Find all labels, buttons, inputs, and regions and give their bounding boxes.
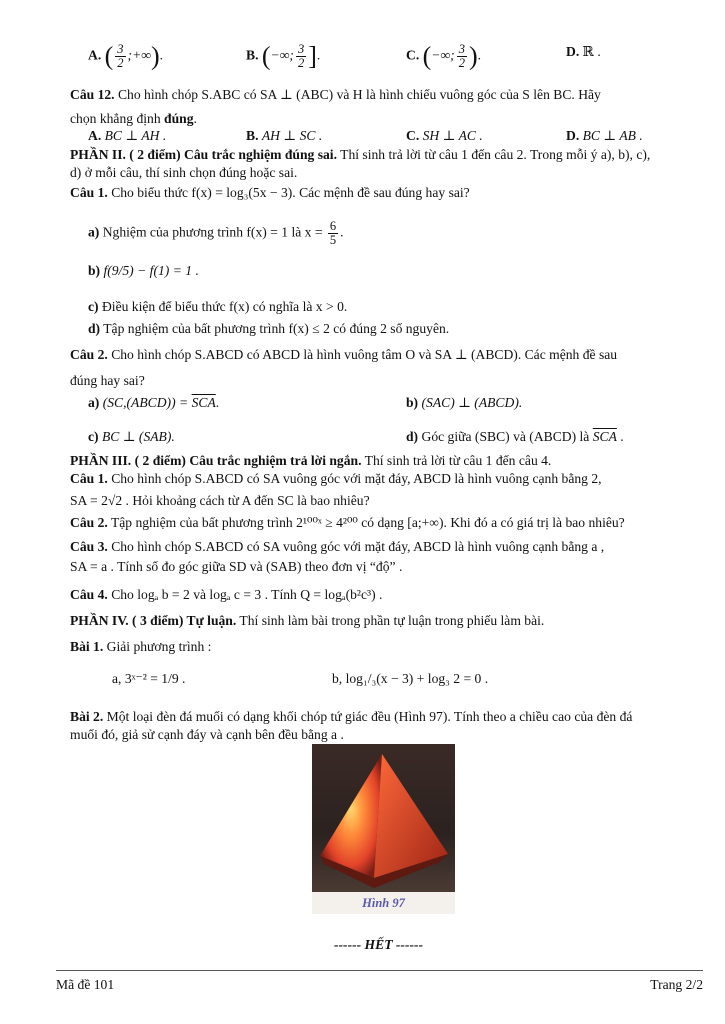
- footer-exam-code: Mã đề 101: [56, 977, 115, 992]
- part2-heading: PHẦN II. ( 2 điểm) Câu trắc nghiệm đúng sai. Thí sinh trả lời từ câu 1 đến câu 2. Trong mỗi ý a), b), c),: [70, 147, 651, 162]
- part2-q1-stem: Câu 1. Cho biểu thức f(x) = log₃(5x − 3). Các mệnh đề sau đúng hay sai?: [70, 185, 470, 200]
- part3-q2-stem: Câu 2. Tập nghiệm của bất phương trình 2¹⁰⁰ˣ ≥ 4²⁰⁰ có dạng [a;+∞). Khi đó a có giá trị là bao nhiêu?: [70, 515, 625, 530]
- part2-q2-stem-2: đúng hay sai?: [70, 373, 145, 388]
- part2-q1-d: d) Tập nghiệm của bất phương trình f(x) ≤ 2 có đúng 2 số nguyên.: [88, 321, 450, 336]
- end-mark: ------ HẾT ------: [334, 937, 424, 952]
- part2-q2-a: a) (SC,(ABCD)) = $\overline{SCA}$.: [88, 395, 220, 410]
- q11-option-d: D. ℝ .: [566, 44, 601, 59]
- q11-option-c: C. (−∞; $\frac{3}{2}$ ).: [406, 41, 482, 71]
- part4-b1-b: b, log₁/₃(x − 3) + log₃ 2 = 0 .: [332, 671, 489, 686]
- part3-q3-stem-2: SA = a . Tính số đo góc giữa SD và (SAB) theo đơn vị “độ” .: [70, 559, 403, 574]
- part4-heading: PHẦN IV. ( 3 điểm) Tự luận. Thí sinh làm bài trong phần tự luận trong phiếu làm bài.: [70, 613, 545, 628]
- footer-divider: [56, 970, 703, 971]
- part2-q2-b: b) (SAC) ⊥ (ABCD).: [406, 395, 523, 410]
- q11-option-a: A. ( $\frac{3}{2}$ ;+∞).: [88, 41, 164, 71]
- salt-lamp-photo: [312, 744, 455, 892]
- q12-stem: Câu 12. Cho hình chóp S.ABC có SA ⊥ (ABC) và H là hình chiếu vuông góc của S lên BC. Hãy: [70, 87, 601, 102]
- figure-caption: Hình 97: [312, 892, 455, 914]
- part4-b2-stem-2: muối đó, giả sử cạnh đáy và cạnh bên đều bằng a .: [70, 727, 344, 742]
- q11-option-b: B. (−∞; $\frac{3}{2}$ ].: [246, 41, 321, 71]
- q12-option-d: D. BC ⊥ AB .: [566, 128, 643, 143]
- part3-q4-stem: Câu 4. Cho logₐ b = 2 và logₐ c = 3 . Tính Q = logₐ(b²c³) .: [70, 587, 383, 602]
- part2-q2-c: c) BC ⊥ (SAB).: [88, 429, 175, 444]
- part2-q2-d: d) Góc giữa (SBC) và (ABCD) là $\overline{SCA}$ .: [406, 429, 624, 444]
- part3-heading: PHẦN III. ( 2 điểm) Câu trắc nghiệm trả lời ngắn. Thí sinh trả lời từ câu 1 đến câu 4.: [70, 453, 552, 468]
- part2-q1-c: c) Điều kiện để biểu thức f(x) có nghĩa là x > 0.: [88, 299, 348, 314]
- part2-heading-2: d) ở mỗi câu, thí sinh chọn đúng hoặc sai.: [70, 165, 298, 180]
- q12-option-b: B. AH ⊥ SC .: [246, 128, 323, 143]
- part4-b1-a: a, 3ˣ⁻² = 1/9 .: [112, 671, 186, 686]
- part3-q3-stem: Câu 3. Cho hình chóp S.ABCD có SA vuông góc với mặt đáy, ABCD là hình vuông cạnh bằng a ,: [70, 539, 605, 554]
- footer-page-number: Trang 2/2: [650, 977, 703, 992]
- part3-q1-stem-2: SA = 2√2 . Hỏi khoảng cách từ A đến SC là bao nhiêu?: [70, 493, 370, 508]
- salt-lamp-pyramid-icon: [312, 744, 455, 892]
- part2-q2-stem: Câu 2. Cho hình chóp S.ABCD có ABCD là hình vuông tâm O và SA ⊥ (ABCD). Các mệnh đề sau: [70, 347, 618, 362]
- part2-q1-b: b) f(9/5) − f(1) = 1 .: [88, 263, 199, 278]
- part3-q1-stem: Câu 1. Cho hình chóp S.ABCD có SA vuông góc với mặt đáy, ABCD là hình vuông cạnh bằng 2,: [70, 471, 602, 486]
- part4-b1-stem: Bài 1. Giải phương trình :: [70, 639, 212, 654]
- q12-stem-2: chọn khẳng định đúng.: [70, 111, 197, 126]
- q12-option-c: C. SH ⊥ AC .: [406, 128, 483, 143]
- q12-option-a: A. BC ⊥ AH .: [88, 128, 167, 143]
- part4-b2-stem: Bài 2. Một loại đèn đá muối có dạng khối chóp tứ giác đều (Hình 97). Tính theo a chiều cao của đèn đá: [70, 709, 633, 724]
- part2-q1-a: a) Nghiệm của phương trình f(x) = 1 là x = $\frac{6}{5}$ .: [88, 219, 344, 247]
